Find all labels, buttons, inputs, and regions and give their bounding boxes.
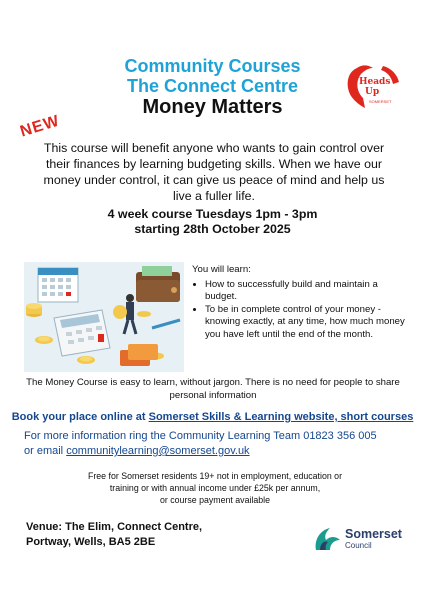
somerset-council-sub: Council [345,541,372,550]
course-start: starting 28th October 2025 [134,222,291,236]
finance-illustration [24,262,184,372]
contact-info [24,429,414,459]
venue-line: Venue: The Elim, Connect Centre, [26,521,203,533]
contact-email-link[interactable]: communitylearning@somerset.gov.uk [66,445,250,457]
learn-list [192,279,407,342]
booking-line [0,411,425,423]
easy-paragraph: The Money Course is easy to learn, without jargon. There is no need for people to share personal information [26,377,400,401]
learn-item: • To be in complete control of your money - knowing exactly, at any time, how much money you have left until the end of the month. [205,304,407,342]
booking-prefix: Book your place online at [11,411,149,423]
eligibility-line: or course payment available [159,495,271,505]
intro-paragraph: This course will benefit anyone who wants to gain control over their finances by learning budgeting skills. When we have our money under control, it can give us peace of mind and help us live a fuller life. [43,141,385,203]
header-line-2: The Connect Centre [126,76,299,96]
eligibility-line: Free for Somerset residents 19+ not in employment, education or [87,471,343,481]
page-title: Money Matters [142,96,283,118]
learn-item: • How to successfully build and maintain a budget. [205,279,407,304]
header-line-1: Community Courses [124,56,301,76]
new-badge: NEW [18,112,62,141]
learn-section [192,264,407,341]
eligibility-text [40,470,390,506]
somerset-council-name: Somerset [345,527,402,541]
contact-phone-line: For more information ring the Community Learning Team 01823 356 005 [24,430,377,442]
booking-link[interactable]: Somerset Skills & Learning website, short courses [148,411,414,423]
heads-up-logo-sub: SOMERSET [369,99,392,104]
heads-up-logo-word2: Up [365,87,380,97]
calendar-icon [38,268,78,302]
contact-email-prefix: or email [24,445,67,457]
contact-email-line [24,444,414,459]
eligibility-line: training or with annual income under £25k per annum, [109,483,321,493]
learn-heading: You will learn: [192,264,251,275]
venue-address [26,520,266,550]
course-schedule: 4 week course Tuesdays 1pm - 3pm [107,207,318,221]
heads-up-logo-word1: Heads [359,77,391,87]
venue-line: Portway, Wells, BA5 2BE [26,536,156,548]
calculator-icon [54,310,110,356]
somerset-council-logo-icon [312,524,344,554]
